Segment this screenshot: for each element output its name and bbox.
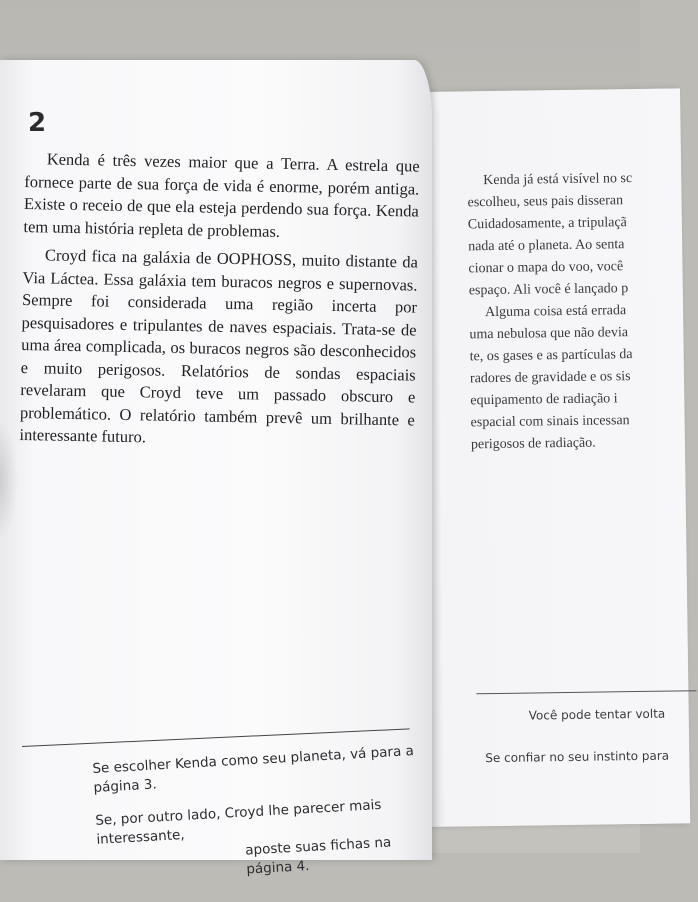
right-page-footer-line: Você pode tentar volta <box>528 706 666 723</box>
right-page-line: espacial com sinais incessan <box>470 413 630 431</box>
choice-croyd <box>95 793 429 887</box>
right-page-line: Cuidadosamente, a tripulaçã <box>467 215 627 233</box>
right-page-line: perigosos de radiação. <box>470 435 596 453</box>
page-edge-shadow <box>0 420 18 540</box>
paragraph-kenda: Kenda é três vezes maior que a Terra. A estrela que fornece parte de sua força de vida é enorme, porém antiga. Existe o receio de que ela esteja perdendo sua força. Kenda tem uma história repleta de problemas. <box>23 149 420 241</box>
choice-croyd-line2: aposte suas fichas na página 4. <box>244 834 392 878</box>
page-number: 2 <box>28 108 47 138</box>
right-page-line: radores de gravidade e os sis <box>469 369 631 387</box>
right-page-divider <box>476 690 696 694</box>
right-page-line: equipamento de radiação i <box>470 391 618 409</box>
right-page-line: Alguma coisa está errada <box>484 303 627 321</box>
right-book-page <box>420 88 690 827</box>
page-body-text <box>19 148 420 460</box>
right-page-line: te, os gases e as partículas da <box>469 347 633 365</box>
left-book-page <box>0 60 432 878</box>
right-page-line: escolheu, seus pais disseran <box>467 193 624 211</box>
right-page-line: uma nebulosa que não devia <box>469 325 629 343</box>
right-page-footer-line: Se confiar no seu instinto para <box>485 748 670 766</box>
right-page-line: cionar o mapa do voo, você <box>468 259 624 277</box>
choices-divider <box>22 728 410 747</box>
choice-kenda <box>92 742 424 798</box>
choice-croyd-line1: Se, por outro lado, Croyd lhe parecer mais interessante, <box>94 796 382 848</box>
choice-kenda-text: Se escolher Kenda como seu planeta, vá para a página 3. <box>92 743 415 796</box>
right-page-line: Kenda já está visível no sc <box>483 171 633 189</box>
paragraph-croyd: Croyd fica na galáxia de OOPHOSS, muito distante da Via Láctea. Essa galáxia tem buracos negros e supernovas. Sempre foi considerada uma região incerta por pesquisadores e tripulantes de naves espaciais. Trata-se de uma área complicada, os buracos negros são desconhecidos e muito perigosos. Relatórios de sondas espaciais revelaram que Croyd teve um passado obscuro e problemático. O relatório também prevê um brilhante e interessante futuro. <box>19 245 419 447</box>
choices-block <box>92 742 429 902</box>
right-page-line: espaço. Ali você é lançado p <box>468 281 629 299</box>
right-page-line: nada até o planeta. Ao senta <box>468 237 625 255</box>
